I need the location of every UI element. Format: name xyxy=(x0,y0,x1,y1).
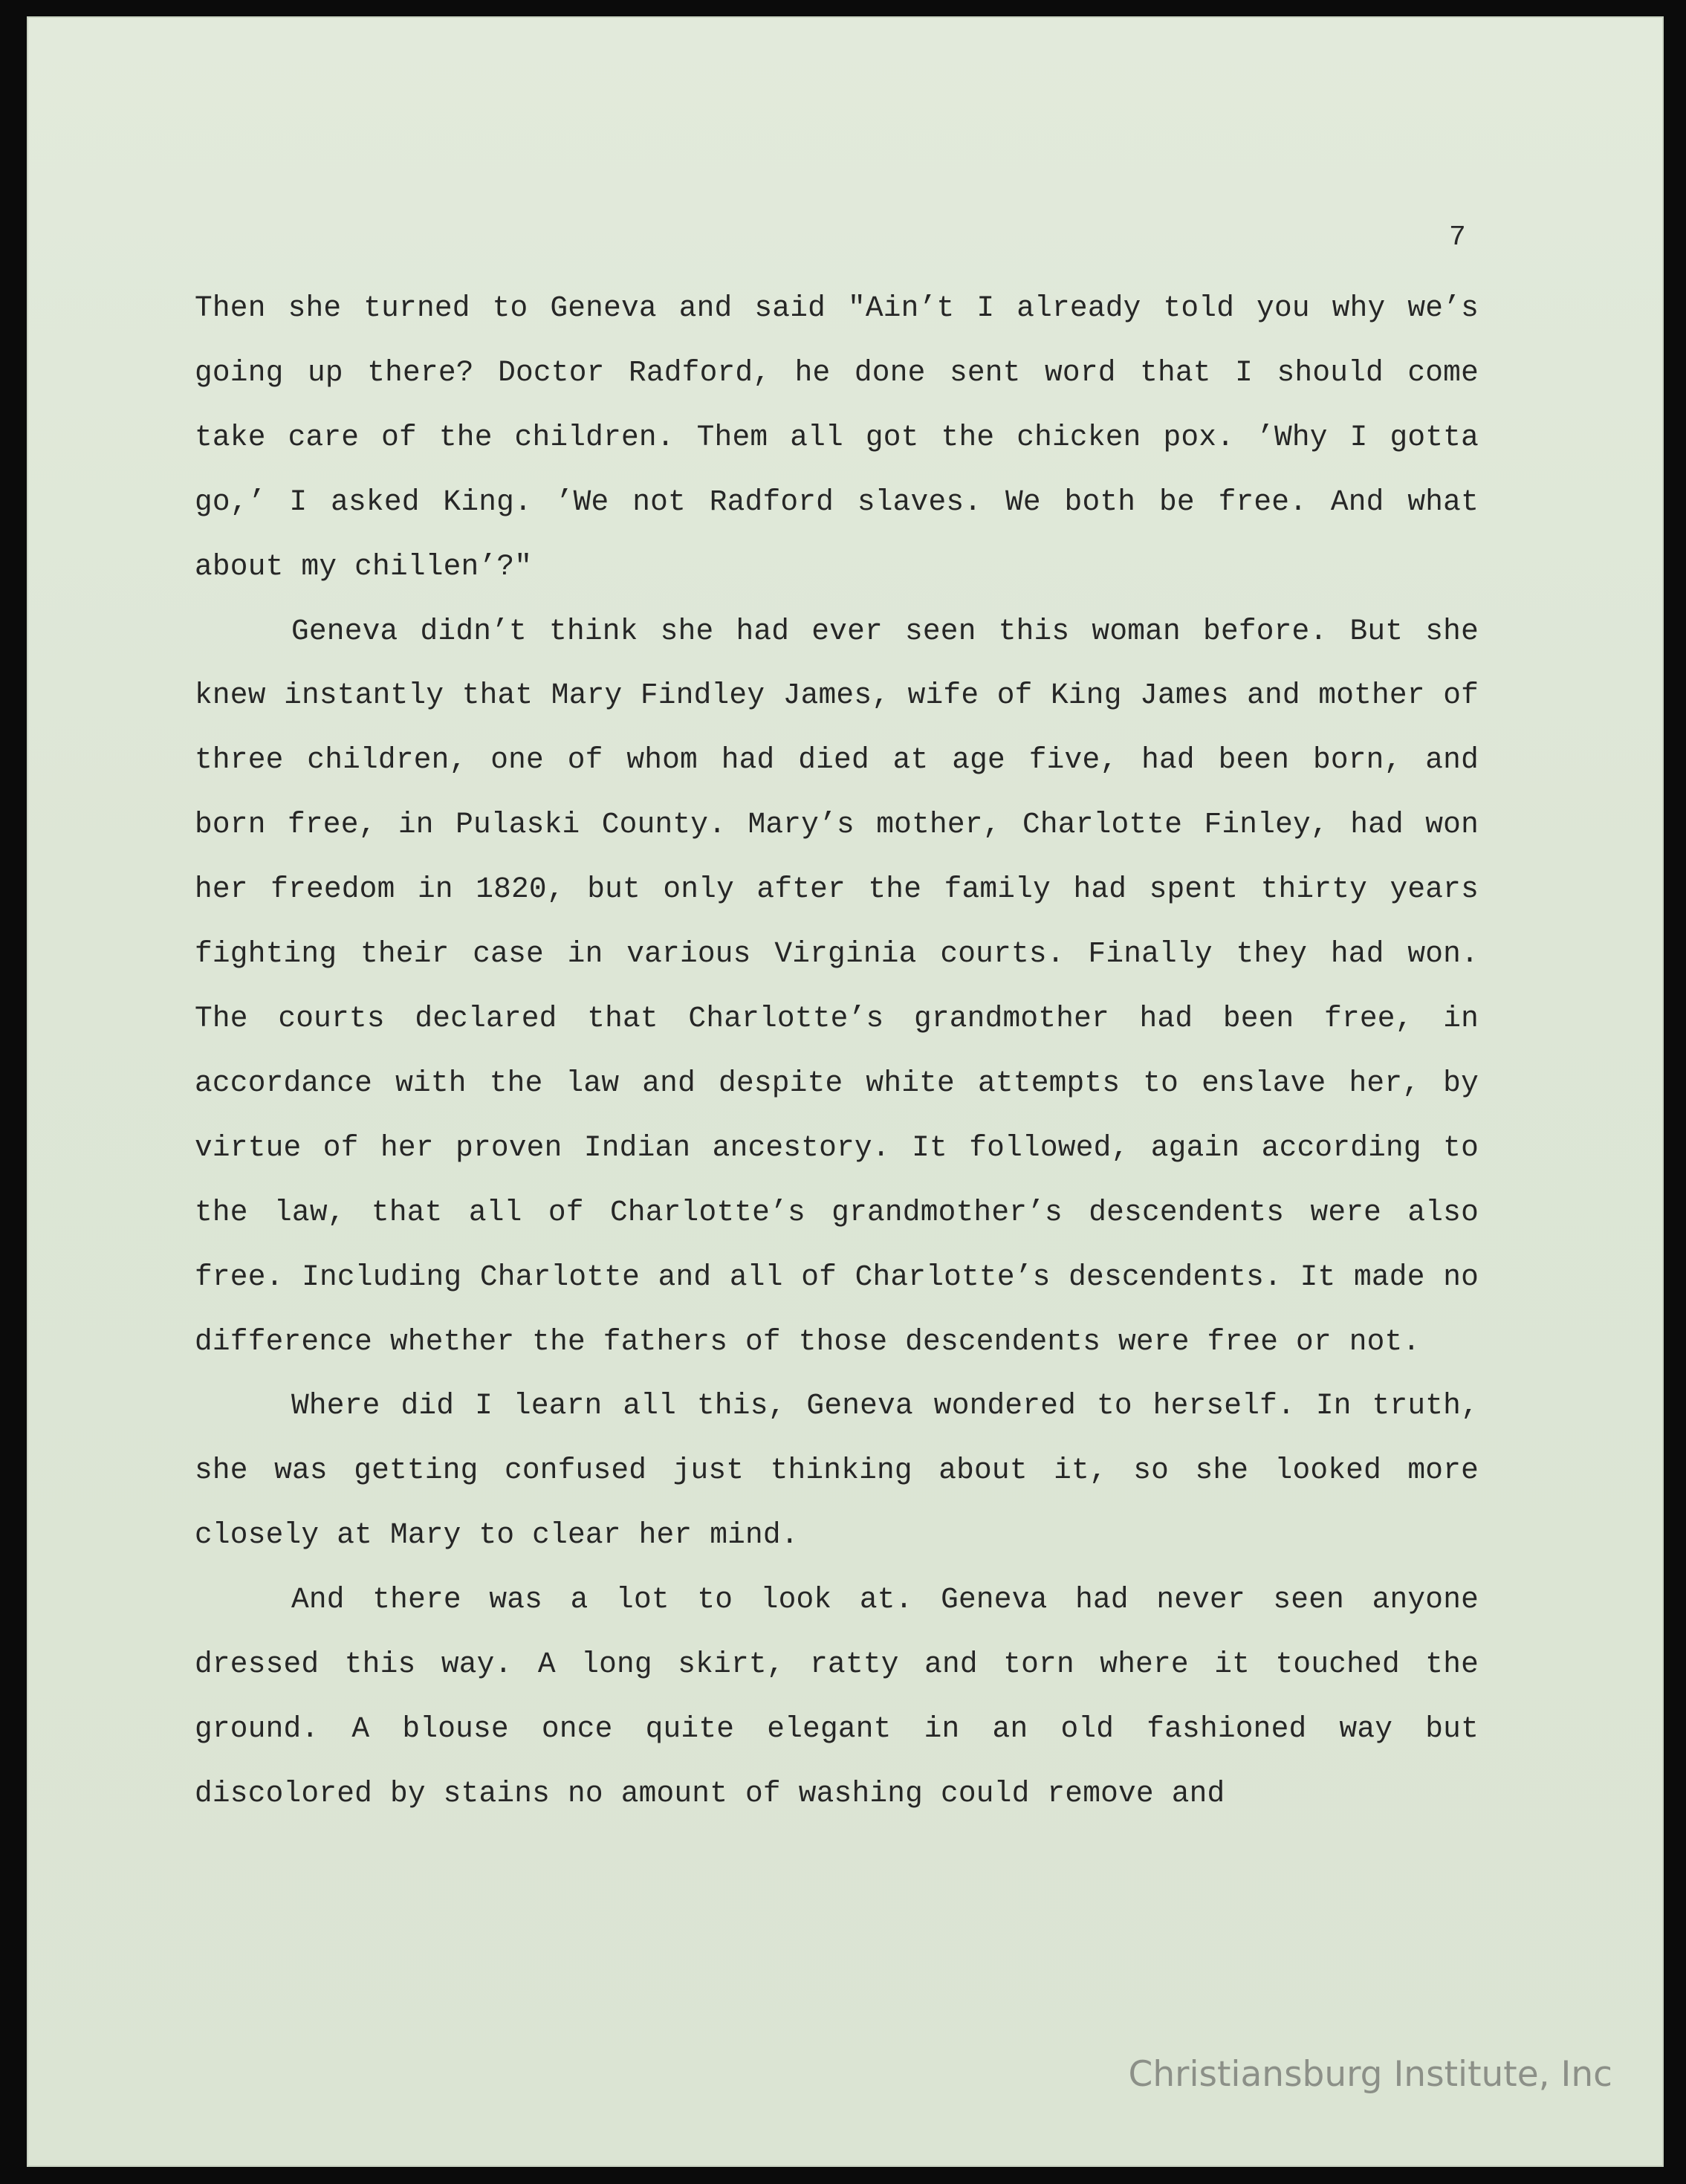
paragraph-2: Geneva didn’t think she had ever seen this woman before. But she knew instantly that Mary Findley James, wife of King James and mother of three children, one of whom had died at age five, had been born, and born free, in Pulaski County. Mary’s mother, Charlotte Finley, had won her freedom in 1820, but only after the family had spent thirty years fighting their case in various Virginia courts. Finally they had won. The courts declared that Charlotte’s grandmother had been free, in accordance with the law and despite white attempts to enslave her, by virtue of her proven Indian ancestory. It followed, again according to the law, that all of Charlotte’s grandmother’s descendents were also free. Including Charlotte and all of Charlotte’s descendents. It made no difference whether the fathers of those descendents were free or not. xyxy=(195,614,1479,1358)
paragraph-3: Where did I learn all this, Geneva wondered to herself. In truth, she was getting confused just thinking about it, so she looked more closely at Mary to clear her mind. xyxy=(195,1389,1479,1552)
paragraph-4: And there was a lot to look at. Geneva had never seen anyone dressed this way. A long skirt, ratty and torn where it touched the ground. A blouse once quite elegant in an old fashioned way but discolored by stains no amount of washing could remove and xyxy=(195,1583,1479,1810)
body-text xyxy=(195,276,1479,1827)
watermark: Christiansburg Institute, Inc xyxy=(1128,2054,1612,2095)
page-number: 7 xyxy=(1449,221,1466,253)
paragraph-1: Then she turned to Geneva and said "Ain’t I already told you why we’s going up there? Doctor Radford, he done sent word that I should come take care of the children. Them all got the chicken pox. ’Why I gotta go,’ I asked King. ’We not Radford slaves. We both be free. And what about my chillen’?" xyxy=(195,291,1479,583)
